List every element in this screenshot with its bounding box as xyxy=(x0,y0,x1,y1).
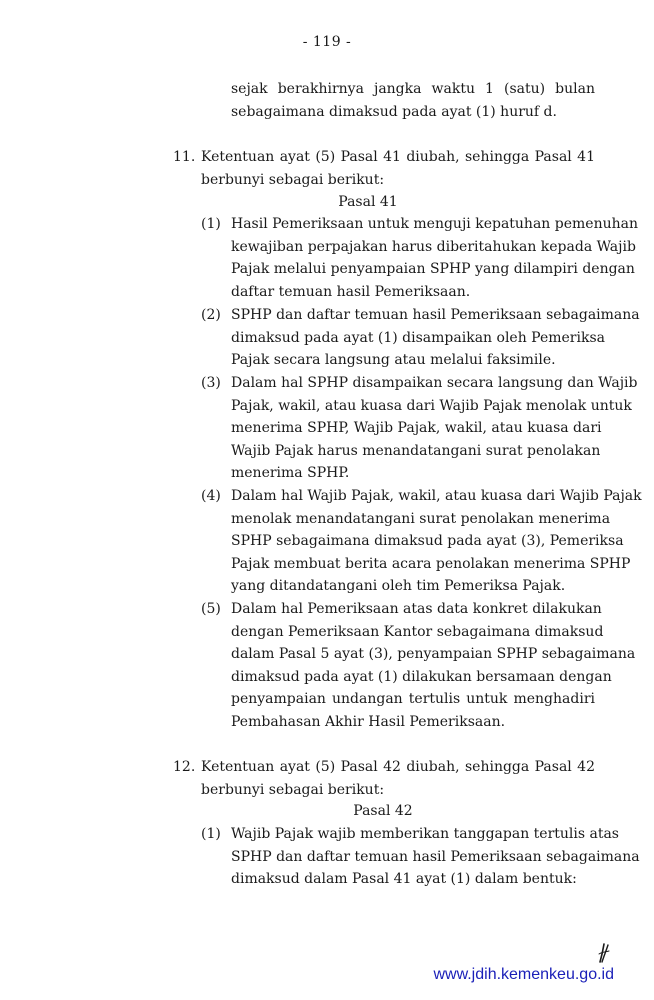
pasal-41-item-4-text xyxy=(231,485,642,598)
pasal-41-item-4-number: (4) xyxy=(201,488,221,504)
page-number: - 119 - xyxy=(302,34,352,50)
pasal-42-item-1-number: (1) xyxy=(201,826,221,842)
intro-line: sejak berakhirnya jangka waktu 1 (satu) bulan xyxy=(231,81,595,97)
text-line: Pembahasan Akhir Hasil Pemeriksaan. xyxy=(231,713,506,730)
pasal-41-item-1-text xyxy=(231,213,638,303)
pasal-42-item-1-text xyxy=(231,823,640,891)
text-line: dimaksud pada ayat (1) dilakukan bersamaan dengan xyxy=(231,668,612,685)
text-line: SPHP sebagaimana dimaksud pada ayat (3), Pemeriksa xyxy=(231,533,624,549)
pasal-41-heading: Pasal 41 xyxy=(338,194,398,210)
text-line: Dalam hal SPHP disampaikan secara langsung dan Wajib xyxy=(231,375,638,391)
footer-url-link[interactable]: www.jdih.kemenkeu.go.id xyxy=(433,966,614,983)
item-12-line: berbunyi sebagai berikut: xyxy=(201,781,385,798)
item-12-number: 12. xyxy=(173,759,196,775)
text-line: Dalam hal Pemeriksaan atas data konkret dilakukan xyxy=(231,601,602,617)
text-line: Pajak secara langsung atau melalui faksimile. xyxy=(231,352,556,368)
item-12-line: Ketentuan ayat (5) Pasal 42 diubah, sehingga Pasal 42 xyxy=(201,759,595,775)
text-line: dengan Pemeriksaan Kantor sebagaimana dimaksud xyxy=(231,623,604,640)
text-line: menerima SPHP, Wajib Pajak, wakil, atau kuasa dari xyxy=(231,420,602,436)
text-line: Pajak membuat berita acara penolakan menerima SPHP xyxy=(231,555,631,572)
text-line: dimaksud dalam Pasal 41 ayat (1) dalam bentuk: xyxy=(231,871,577,887)
pasal-41-item-3-text xyxy=(231,372,638,485)
paraf-signature-icon xyxy=(595,942,611,964)
item-11-line: Ketentuan ayat (5) Pasal 41 diubah, sehingga Pasal 41 xyxy=(201,149,595,165)
text-line: Pajak, wakil, atau kuasa dari Wajib Pajak menolak untuk xyxy=(231,397,632,414)
text-line: penyampaian undangan tertulis untuk menghadiri xyxy=(231,691,595,707)
pasal-41-item-1-number: (1) xyxy=(201,216,221,232)
text-line: Dalam hal Wajib Pajak, wakil, atau kuasa dari Wajib Pajak xyxy=(231,488,642,504)
item-11-text xyxy=(201,146,595,191)
text-line: Hasil Pemeriksaan untuk menguji kepatuhan pemenuhan xyxy=(231,216,638,232)
pasal-41-item-5-number: (5) xyxy=(201,601,221,617)
item-11-line: berbunyi sebagai berikut: xyxy=(201,171,385,188)
text-line: dimaksud pada ayat (1) disampaikan oleh Pemeriksa xyxy=(231,329,605,346)
item-11-number: 11. xyxy=(173,149,196,165)
text-line: SPHP dan daftar temuan hasil Pemeriksaan sebagaimana xyxy=(231,848,640,865)
intro-paragraph xyxy=(231,78,595,123)
text-line: menerima SPHP. xyxy=(231,465,350,481)
item-12-text xyxy=(201,756,595,801)
text-line: Wajib Pajak harus menandatangani surat penolakan xyxy=(231,442,601,459)
text-line: SPHP dan daftar temuan hasil Pemeriksaan sebagaimana xyxy=(231,307,640,323)
text-line: Wajib Pajak wajib memberikan tanggapan tertulis atas xyxy=(231,826,619,842)
pasal-41-item-2-number: (2) xyxy=(201,307,221,323)
pasal-41-item-3-number: (3) xyxy=(201,375,221,391)
pasal-41-item-5-text xyxy=(231,598,636,733)
text-line: dalam Pasal 5 ayat (3), penyampaian SPHP sebagaimana xyxy=(231,646,636,662)
text-line: yang ditandatangani oleh tim Pemeriksa Pajak. xyxy=(231,578,566,594)
text-line: kewajiban perpajakan harus diberitahukan kepada Wajib xyxy=(231,238,636,255)
pasal-42-heading: Pasal 42 xyxy=(353,803,413,819)
text-line: Pajak melalui penyampaian SPHP yang dilampiri dengan xyxy=(231,261,635,277)
intro-line: sebagaimana dimaksud pada ayat (1) huruf d. xyxy=(231,103,557,120)
pasal-41-item-2-text xyxy=(231,304,640,372)
text-line: menolak menandatangani surat penolakan menerima xyxy=(231,510,611,527)
text-line: daftar temuan hasil Pemeriksaan. xyxy=(231,283,471,300)
